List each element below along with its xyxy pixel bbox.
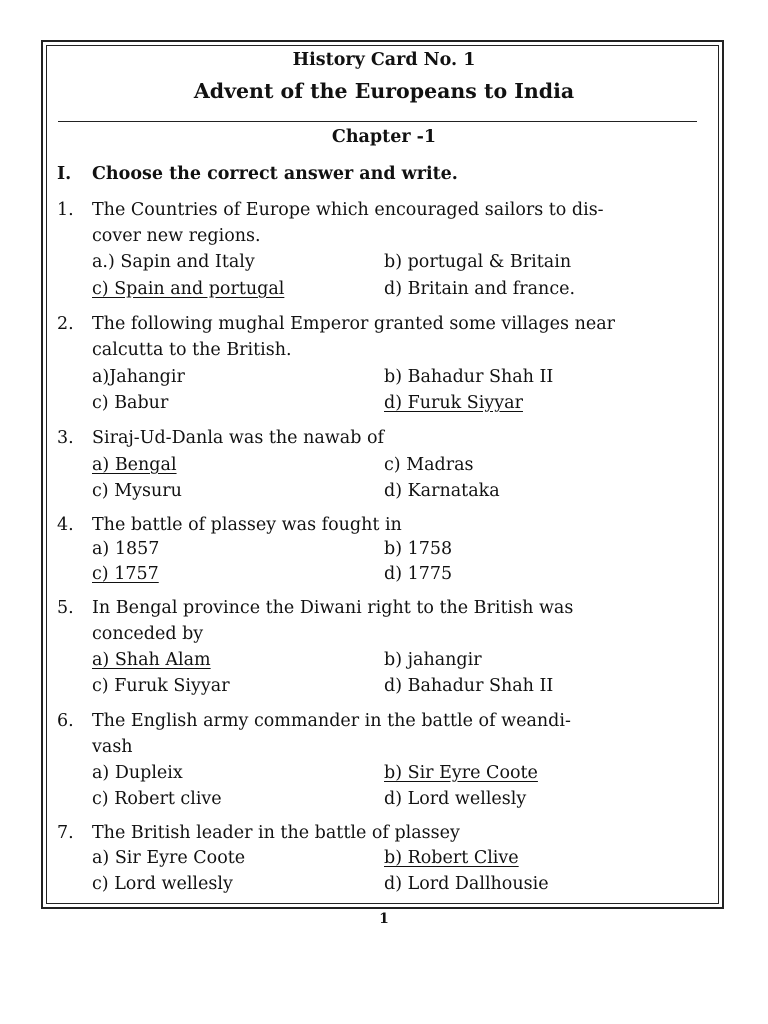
question-line: vash [92, 737, 133, 757]
question-text [92, 425, 696, 451]
question-number: 6. [57, 711, 74, 731]
question-number: 5. [57, 598, 74, 618]
question-number: 1. [57, 200, 74, 220]
question-number: 4. [57, 515, 74, 535]
option-c: c) Babur [92, 393, 169, 413]
question-line: Siraj-Ud-Danla was the nawab of [92, 428, 384, 448]
option-c: c) Furuk Siyyar [92, 676, 230, 696]
option-c: c) Mysuru [92, 481, 182, 501]
option-b: c) Madras [384, 455, 474, 475]
question-text [92, 512, 696, 538]
question-text [92, 595, 696, 647]
option-a: a) 1857 [92, 539, 160, 559]
question-line: The following mughal Emperor granted some villages near [92, 314, 616, 334]
option-d: d) Britain and france. [384, 279, 576, 299]
chapter-heading: Chapter -1 [331, 127, 437, 147]
option-a: a) Sir Eyre Coote [92, 848, 246, 868]
section-number: I. [57, 164, 72, 184]
option-c-correct: c) 1757 [92, 564, 159, 584]
question-line: calcutta to the British. [92, 340, 292, 360]
page-title: Advent of the Europeans to India [193, 79, 575, 103]
page-number: 1 [379, 911, 389, 927]
card-title: History Card No. 1 [292, 50, 476, 70]
option-d: d) 1775 [384, 564, 453, 584]
option-d: d) Lord Dallhousie [384, 874, 549, 894]
option-c-correct: c) Spain and portugal [92, 279, 285, 299]
question-line: conceded by [92, 624, 204, 644]
option-b: b) jahangir [384, 650, 482, 670]
question-line: The Countries of Europe which encouraged sailors to dis- [92, 200, 604, 220]
option-c: c) Lord wellesly [92, 874, 233, 894]
option-a-correct: a) Bengal [92, 455, 177, 475]
option-d: d) Bahadur Shah II [384, 676, 554, 696]
option-b-correct: b) Sir Eyre Coote [384, 763, 538, 783]
question-line: The British leader in the battle of plassey [92, 823, 460, 843]
question-text [92, 708, 696, 760]
header-divider [58, 121, 697, 122]
question-line: The English army commander in the battle of weandi- [92, 711, 571, 731]
option-c: c) Robert clive [92, 789, 222, 809]
question-line: In Bengal province the Diwani right to the British was [92, 598, 574, 618]
option-a: a)Jahangir [92, 367, 185, 387]
section-instruction: Choose the correct answer and write. [92, 164, 458, 184]
option-a: a.) Sapin and Italy [92, 252, 255, 272]
option-b-correct: b) Robert Clive [384, 848, 519, 868]
question-number: 2. [57, 314, 74, 334]
question-text [92, 311, 696, 363]
option-d-correct: d) Furuk Siyyar [384, 393, 523, 413]
question-number: 7. [57, 823, 74, 843]
question-number: 3. [57, 428, 74, 448]
option-b: b) Bahadur Shah II [384, 367, 554, 387]
question-text [92, 820, 696, 846]
option-d: d) Lord wellesly [384, 789, 527, 809]
question-text [92, 197, 696, 249]
option-b: b) portugal & Britain [384, 252, 572, 272]
option-b: b) 1758 [384, 539, 453, 559]
option-a: a) Dupleix [92, 763, 183, 783]
question-line: cover new regions. [92, 226, 261, 246]
option-d: d) Karnataka [384, 481, 500, 501]
question-line: The battle of plassey was fought in [92, 515, 402, 535]
option-a-correct: a) Shah Alam [92, 650, 211, 670]
